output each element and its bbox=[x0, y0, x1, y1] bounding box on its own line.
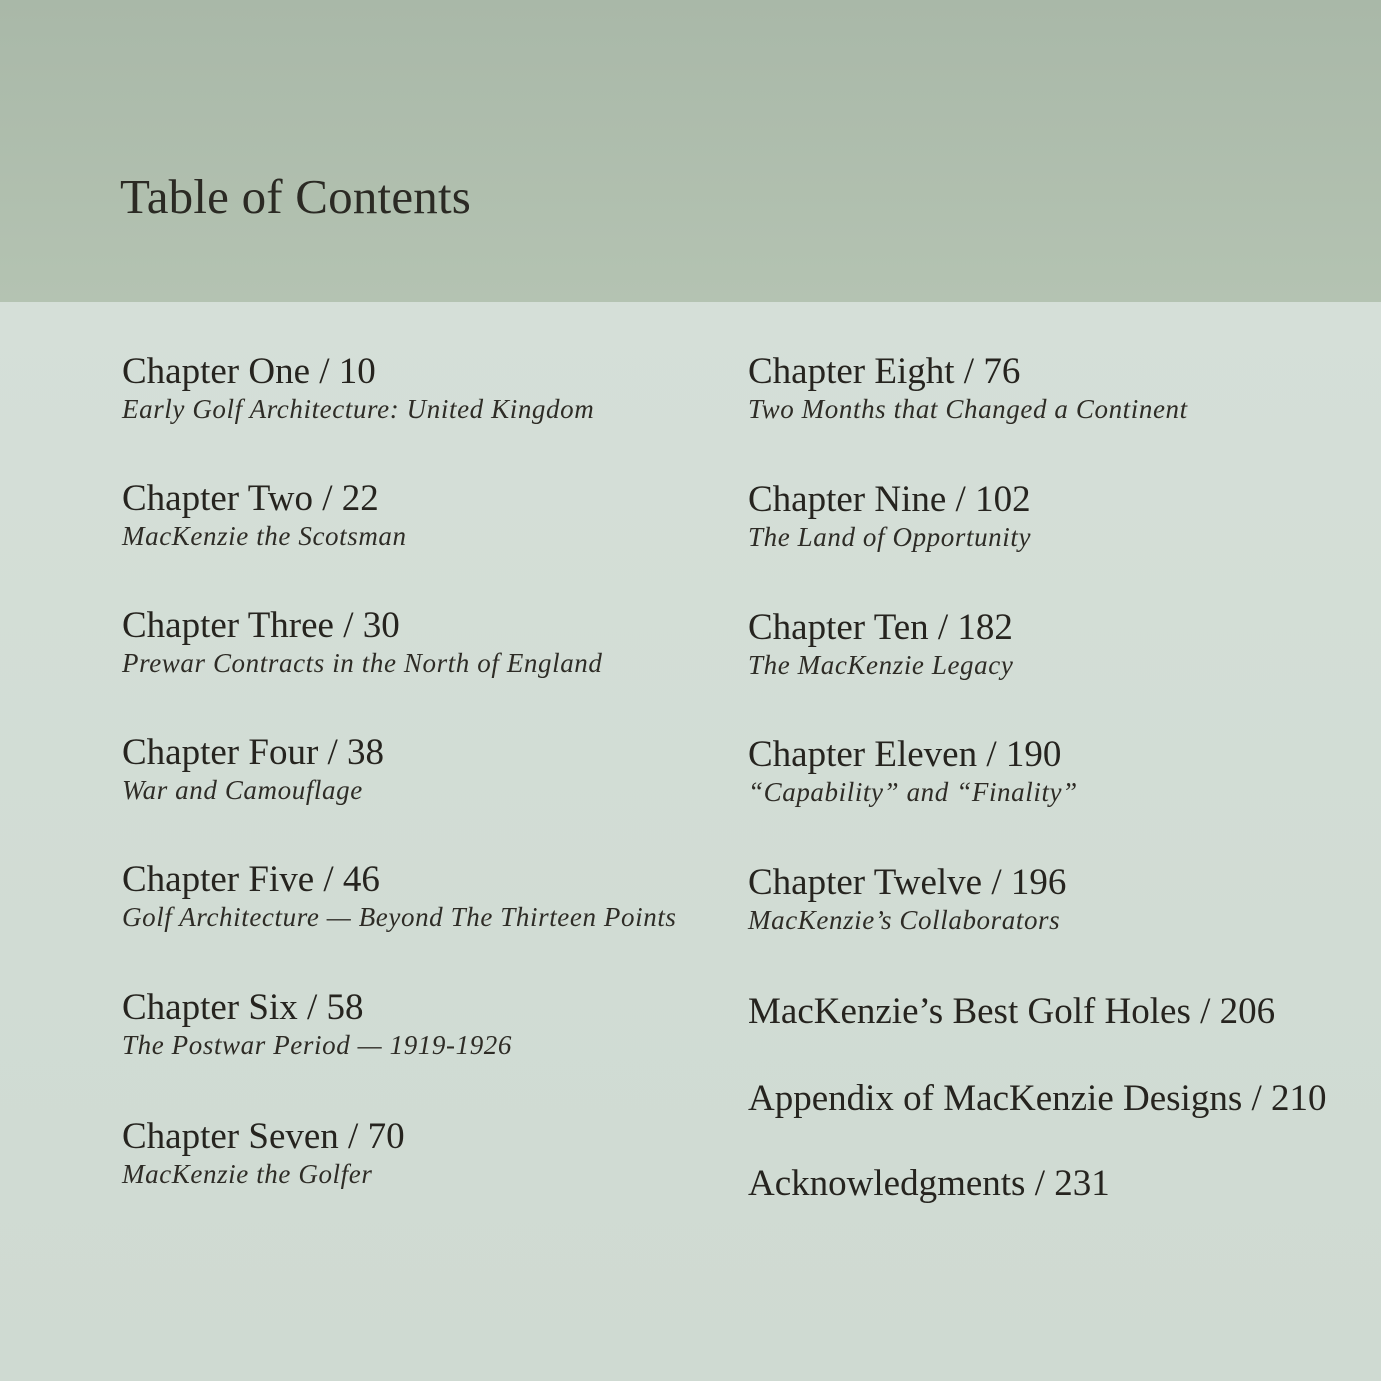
toc-entry-heading: Chapter Two / 22 bbox=[122, 478, 379, 519]
toc-entry-heading: MacKenzie’s Best Golf Holes / 206 bbox=[748, 991, 1276, 1032]
toc-entry-subtitle: Two Months that Changed a Continent bbox=[748, 394, 1188, 424]
toc-entry-chapter-eleven[interactable] bbox=[748, 733, 1078, 807]
toc-entry-best-golf-holes[interactable] bbox=[748, 990, 1275, 1034]
toc-entry-appendix[interactable] bbox=[748, 1077, 1327, 1121]
toc-entry-heading: Chapter Six / 58 bbox=[122, 987, 364, 1028]
toc-entry-subtitle: Golf Architecture — Beyond The Thirteen Points bbox=[122, 902, 677, 932]
toc-entry-subtitle: War and Camouflage bbox=[122, 775, 363, 805]
toc-entry-subtitle: MacKenzie’s Collaborators bbox=[748, 905, 1061, 935]
toc-entry-subtitle: The Land of Opportunity bbox=[748, 522, 1032, 552]
toc-entry-heading: Chapter Twelve / 196 bbox=[748, 862, 1067, 903]
toc-entry-subtitle: The Postwar Period — 1919-1926 bbox=[122, 1030, 513, 1060]
toc-entry-chapter-one[interactable] bbox=[122, 350, 594, 424]
page-body bbox=[0, 302, 1381, 1381]
toc-entry-chapter-twelve[interactable] bbox=[748, 861, 1066, 935]
toc-entry-chapter-four[interactable] bbox=[122, 731, 384, 805]
toc-entry-subtitle: MacKenzie the Scotsman bbox=[122, 521, 407, 551]
toc-entry-heading: Chapter Seven / 70 bbox=[122, 1116, 405, 1157]
toc-entry-heading: Chapter Nine / 102 bbox=[748, 479, 1031, 520]
toc-entry-heading: Chapter Eleven / 190 bbox=[748, 734, 1062, 775]
toc-entry-heading: Chapter Four / 38 bbox=[122, 732, 385, 773]
toc-entry-heading: Appendix of MacKenzie Designs / 210 bbox=[748, 1078, 1327, 1119]
toc-entry-subtitle: Prewar Contracts in the North of England bbox=[122, 648, 603, 678]
toc-entry-heading: Chapter Five / 46 bbox=[122, 859, 380, 900]
toc-entry-subtitle: MacKenzie the Golfer bbox=[122, 1159, 373, 1189]
header-band bbox=[0, 0, 1381, 302]
toc-entry-chapter-nine[interactable] bbox=[748, 478, 1031, 552]
toc-entry-chapter-seven[interactable] bbox=[122, 1115, 405, 1189]
toc-entry-heading: Chapter Three / 30 bbox=[122, 605, 400, 646]
toc-entry-heading: Chapter Eight / 76 bbox=[748, 351, 1021, 392]
toc-entry-acknowledgments[interactable] bbox=[748, 1162, 1110, 1206]
page-title: Table of Contents bbox=[120, 169, 472, 224]
toc-entry-subtitle: “Capability” and “Finality” bbox=[748, 777, 1078, 807]
toc-entry-chapter-six[interactable] bbox=[122, 986, 512, 1060]
toc-entry-chapter-three[interactable] bbox=[122, 604, 603, 678]
toc-entry-heading: Acknowledgments / 231 bbox=[748, 1163, 1110, 1204]
toc-entry-chapter-eight[interactable] bbox=[748, 350, 1188, 424]
toc-entry-heading: Chapter Ten / 182 bbox=[748, 607, 1013, 648]
toc-entry-chapter-two[interactable] bbox=[122, 477, 407, 551]
toc-entry-subtitle: The MacKenzie Legacy bbox=[748, 650, 1014, 680]
toc-entry-chapter-ten[interactable] bbox=[748, 606, 1013, 680]
toc-entry-heading: Chapter One / 10 bbox=[122, 351, 376, 392]
toc-entry-chapter-five[interactable] bbox=[122, 858, 677, 932]
toc-entry-subtitle: Early Golf Architecture: United Kingdom bbox=[122, 394, 595, 424]
